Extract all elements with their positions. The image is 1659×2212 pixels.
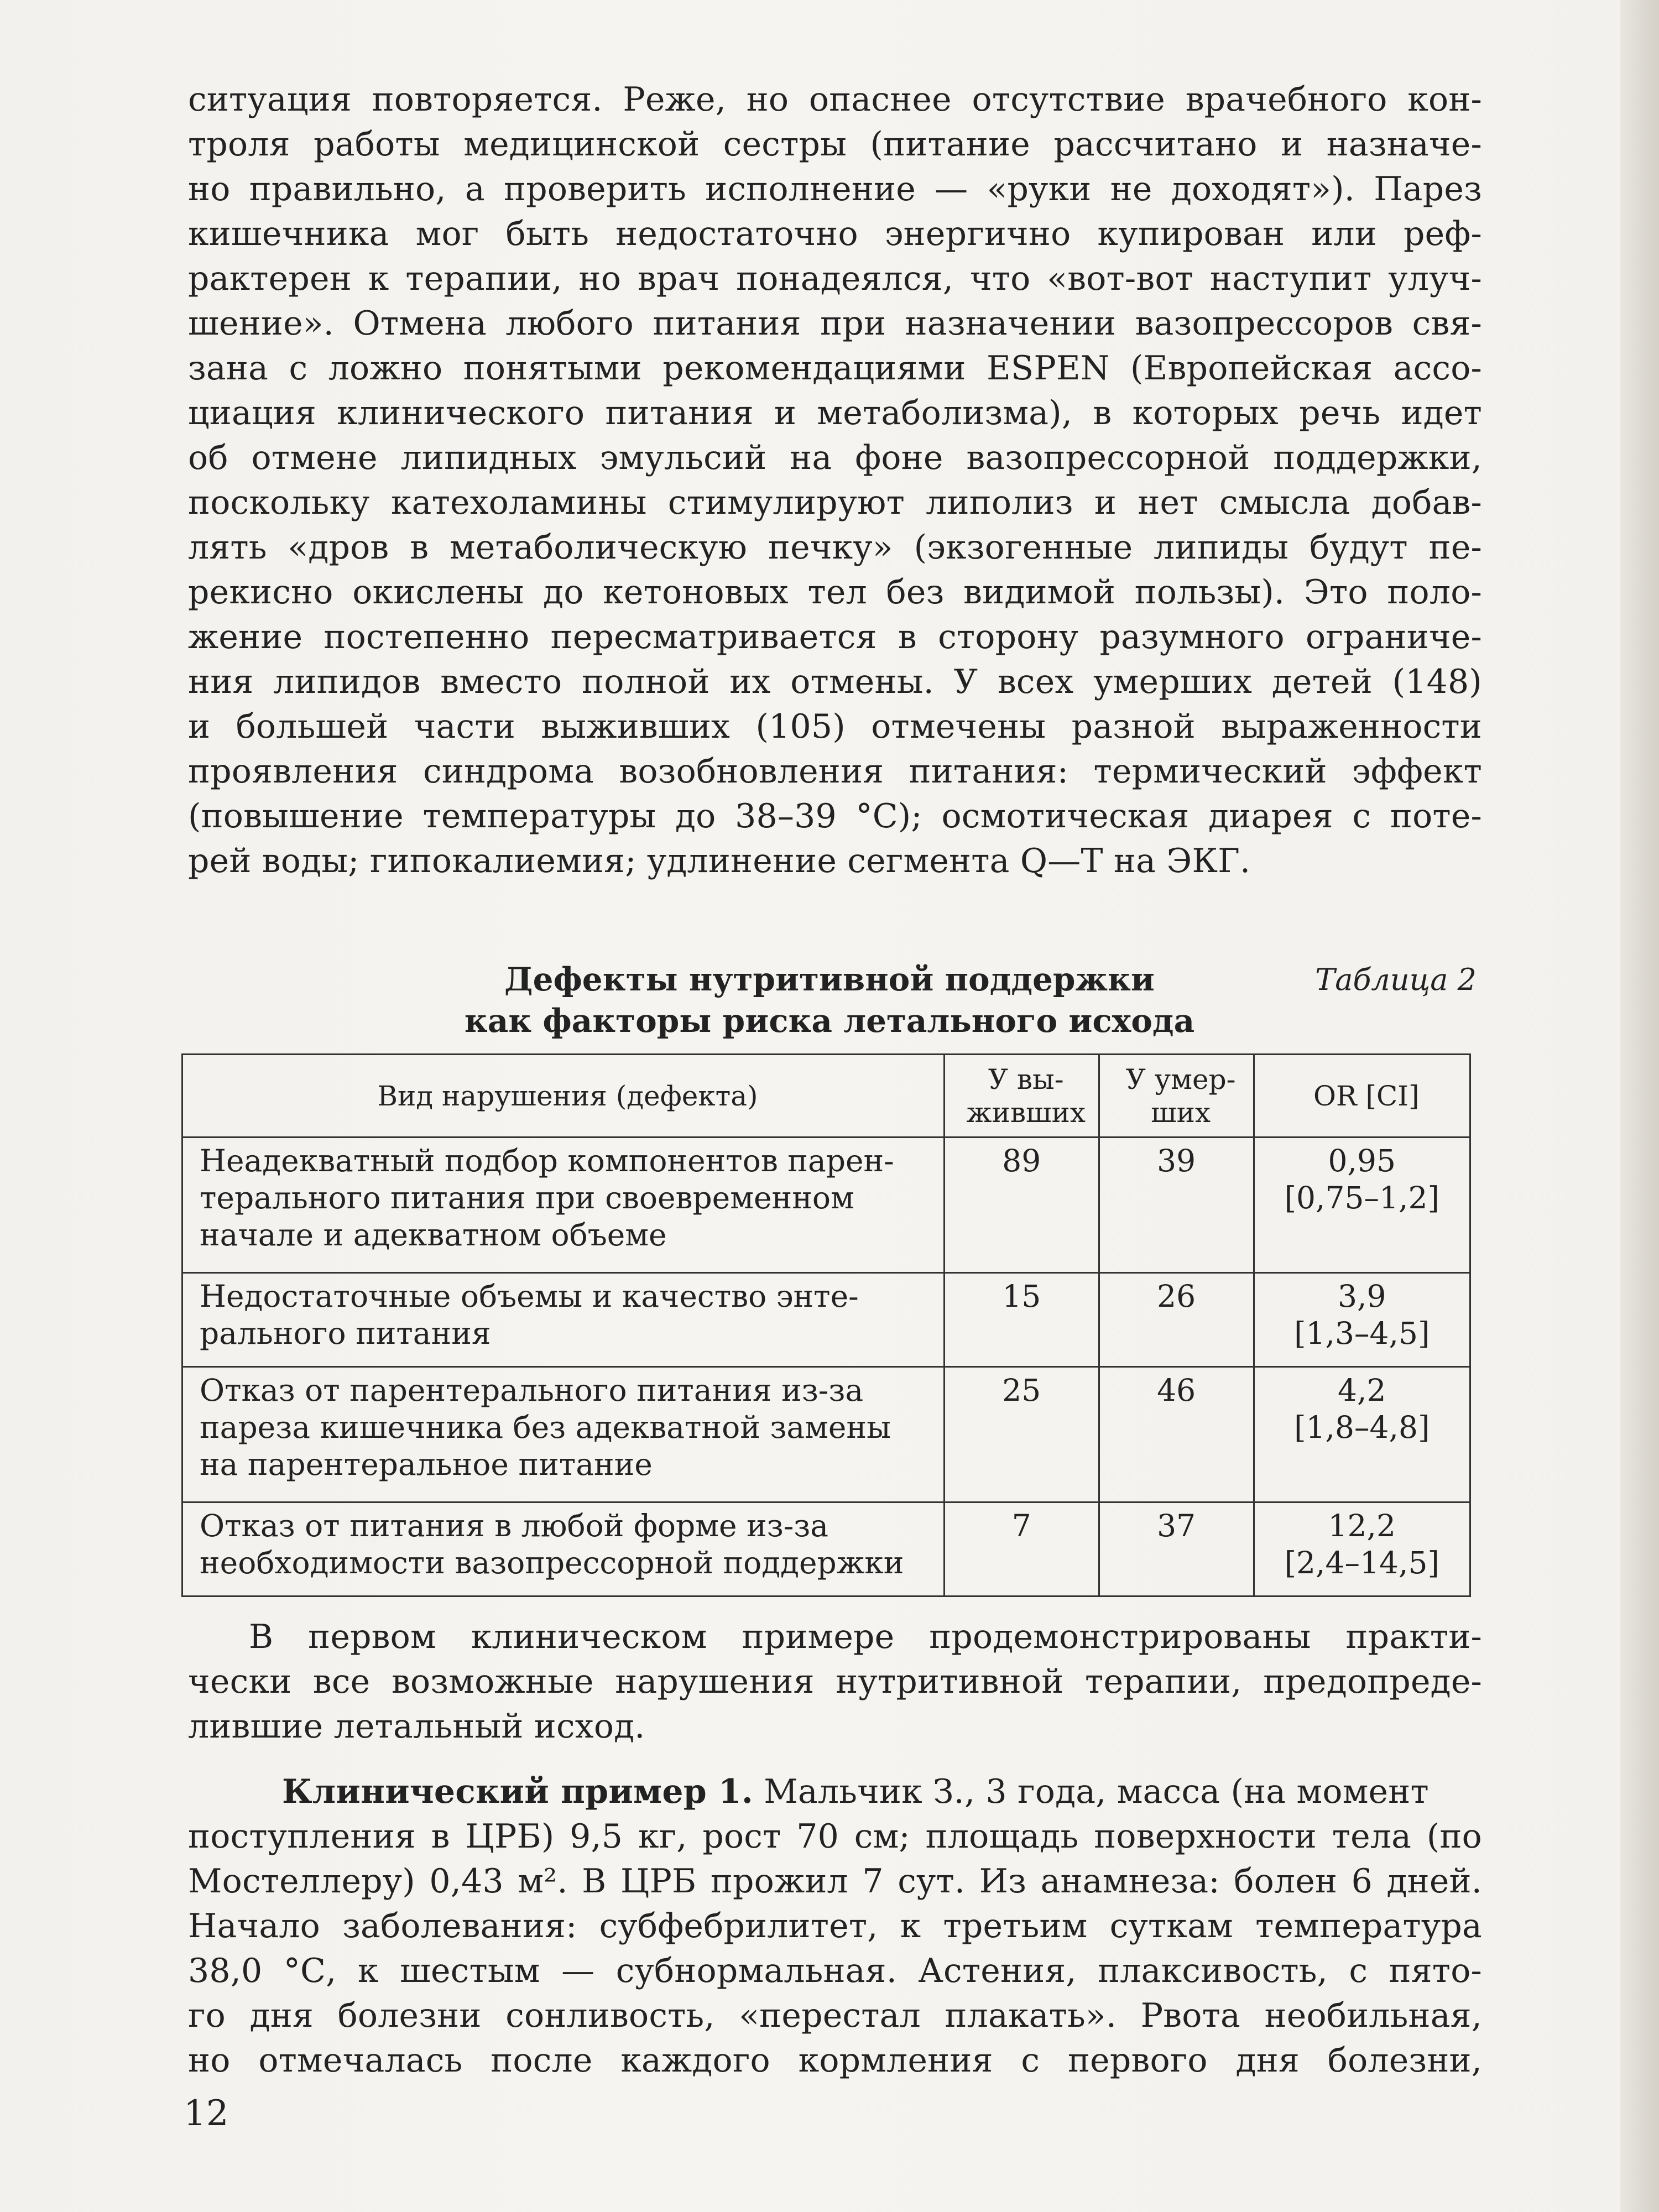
odds-ratio-value: 0,95 [1328, 1143, 1396, 1178]
table-title-line-2: как факторы риска летального исхода [464, 1002, 1195, 1040]
table-row [182, 1503, 1470, 1597]
text-line: жение постепенно пересматривается в сторону разумного ограниче- [188, 618, 1482, 656]
died-count: 39 [1099, 1138, 1254, 1273]
odds-ratio-value: 3,9 [1338, 1279, 1386, 1314]
text-line: чески все возможные нарушения нутритивной терапии, предопреде- [188, 1662, 1482, 1701]
odds-ratio-cell [1254, 1273, 1470, 1367]
odds-ratio-cell [1254, 1138, 1470, 1273]
clinical-example-first-line [188, 1770, 1482, 1814]
survived-count: 7 [944, 1503, 1099, 1597]
confidence-interval: [1,3–4,5] [1294, 1316, 1430, 1351]
text-line: рекисно окислены до кетоновых тел без видимой пользы). Это поло- [188, 573, 1482, 612]
text-line: но правильно, а проверить исполнение — «руки не доходят»). Парез [188, 170, 1482, 208]
text-line: кишечника мог быть недостаточно энергично купирован или реф- [188, 215, 1482, 253]
text-line: (повышение температуры до 38–39 °С); осмотическая диарея с поте- [188, 797, 1482, 836]
survived-count: 89 [944, 1138, 1099, 1273]
table-row [182, 1367, 1470, 1503]
header-died: У умер- ших [1099, 1055, 1254, 1138]
clinical-example-heading: Клинический пример 1. [282, 1772, 753, 1811]
table-caption: Таблица 2 [1315, 962, 1477, 997]
text-line: об отмене липидных эмульсий на фоне вазопрессорной поддержки, [188, 439, 1482, 477]
survived-count: 15 [944, 1273, 1099, 1367]
paragraph-conclusion [188, 1615, 1482, 1749]
text-line: лившие летальный исход. [188, 1707, 645, 1746]
text-line: поступления в ЦРБ) 9,5 кг, рост 70 см; площадь поверхности тела (по [188, 1817, 1482, 1856]
text-line: ния липидов вместо полной их отмены. У всех умерших детей (148) [188, 662, 1482, 701]
table-row [182, 1273, 1470, 1367]
text-line: проявления синдрома возобновления питания: термический эффект [188, 752, 1482, 791]
table-header-row [182, 1055, 1470, 1138]
text-line: троля работы медицинской сестры (питание рассчитано и назначе- [188, 125, 1482, 164]
header-survived: У вы- живших [944, 1055, 1099, 1138]
text-line: но отмечалась после каждого кормления с первого дня болезни, [188, 2041, 1482, 2080]
clinical-example-first-line-text: Мальчик З., 3 года, масса (на момент [764, 1772, 1429, 1811]
text-line: В первом клиническом примере продемонстрированы практи- [249, 1618, 1482, 1656]
odds-ratio-cell [1254, 1503, 1470, 1597]
paragraph-clinical-example [188, 1770, 1482, 2083]
paragraph-continuation [188, 77, 1482, 884]
header-defect-type: Вид нарушения (дефекта) [182, 1055, 945, 1138]
header-or-ci: OR [CI] [1254, 1055, 1470, 1138]
text-line: поскольку катехоламины стимулируют липолиз и нет смысла добав- [188, 483, 1482, 522]
confidence-interval: [2,4–14,5] [1284, 1545, 1439, 1580]
confidence-interval: [0,75–1,2] [1284, 1180, 1439, 1215]
text-line: Начало заболевания: субфебрилитет, к третьим суткам температура [188, 1907, 1482, 1945]
page-number: 12 [184, 2093, 229, 2134]
text-line: шение». Отмена любого питания при назначении вазопрессоров свя- [188, 304, 1482, 343]
text-line: 38,0 °С, к шестым — субнормальная. Астения, плаксивость, с пято- [188, 1952, 1482, 1990]
died-count: 37 [1099, 1503, 1254, 1597]
text-line: рей воды; гипокалиемия; удлинение сегмента Q—T на ЭКГ. [188, 842, 1251, 880]
odds-ratio-value: 4,2 [1338, 1373, 1386, 1408]
defect-description: Отказ от питания в любой форме из-за необходимости вазопрессорной поддержки [182, 1503, 945, 1597]
table-title-line-1: Дефекты нутритивной поддержки [504, 961, 1155, 998]
text-line: Мостеллеру) 0,43 м². В ЦРБ прожил 7 сут. Из анамнеза: болен 6 дней. [188, 1862, 1482, 1901]
page-edge-shadow [1620, 0, 1659, 2212]
defect-description: Неадекватный подбор компонентов парен- терального питания при своевременном начале и адекватном объеме [182, 1138, 945, 1273]
odds-ratio-cell [1254, 1367, 1470, 1503]
defects-table [181, 1053, 1471, 1597]
died-count: 26 [1099, 1273, 1254, 1367]
text-line: циация клинического питания и метаболизма), в которых речь идет [188, 394, 1482, 432]
text-line: рактерен к терапии, но врач понадеялся, что «вот-вот наступит улуч- [188, 259, 1482, 298]
defect-description: Отказ от парентерального питания из-за пареза кишечника без адекватной замены на парентеральное питание [182, 1367, 945, 1503]
text-line: ситуация повторяется. Реже, но опаснее отсутствие врачебного кон- [188, 80, 1482, 119]
text-line: го дня болезни сонливость, «перестал плакать». Рвота необильная, [188, 1996, 1482, 2035]
text-line: лять «дров в метаболическую печку» (экзогенные липиды будут пе- [188, 528, 1482, 567]
confidence-interval: [1,8–4,8] [1294, 1410, 1430, 1445]
survived-count: 25 [944, 1367, 1099, 1503]
text-line: зана с ложно понятыми рекомендациями ESPEN (Европейская ассо- [188, 349, 1482, 388]
died-count: 46 [1099, 1367, 1254, 1503]
odds-ratio-value: 12,2 [1328, 1508, 1396, 1543]
table-row [182, 1138, 1470, 1273]
text-line: и большей части выживших (105) отмечены разной выраженности [188, 707, 1482, 746]
defect-description: Недостаточные объемы и качество энте- рального питания [182, 1273, 945, 1367]
